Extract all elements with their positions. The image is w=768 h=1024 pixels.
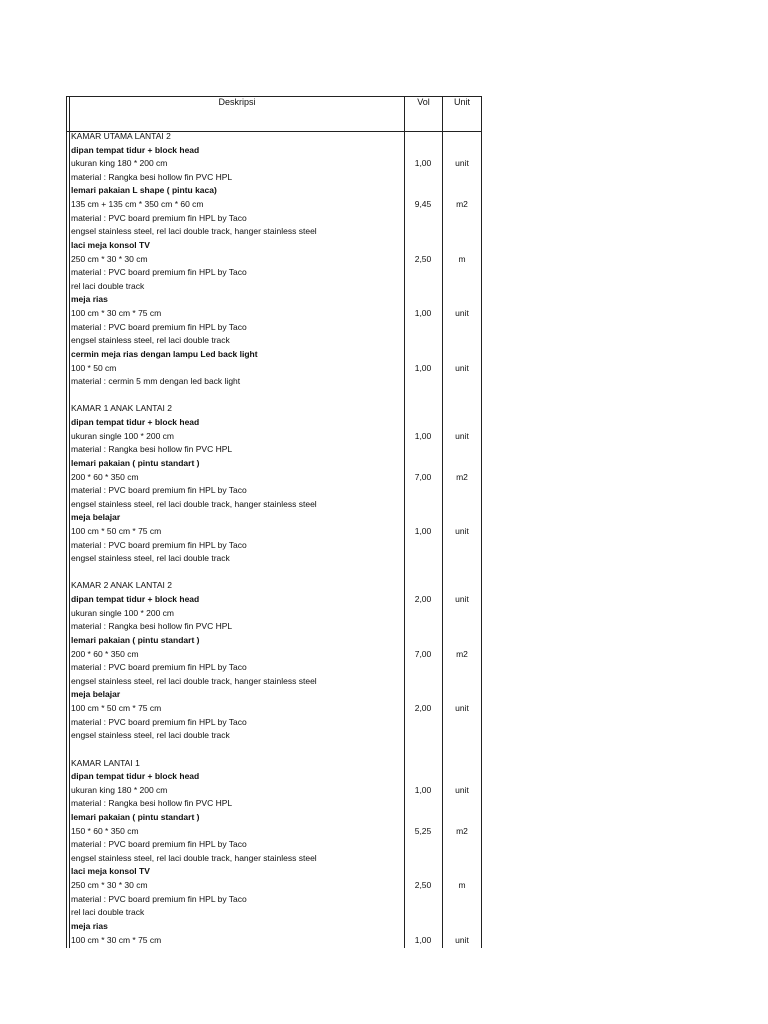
cell-description: material : PVC board premium fin HPL by Taco [71, 839, 247, 849]
table-row [0, 770, 768, 783]
table-row [0, 811, 768, 824]
table-row [0, 457, 768, 470]
cell-vol: 2,50 [414, 880, 432, 890]
cell-description: dipan tempat tidur + block head [71, 145, 200, 155]
table-row [0, 852, 768, 865]
cell-description: ukuran single 100 * 200 cm [71, 608, 175, 618]
cell-description: meja rias [71, 921, 108, 931]
cell-vol: 2,00 [414, 703, 432, 713]
table-row [0, 321, 768, 334]
cell-description: meja belajar [71, 689, 121, 699]
table-row [0, 729, 768, 742]
cell-description: engsel stainless steel, rel laci double track, hanger stainless steel [71, 676, 317, 686]
table-row [0, 471, 768, 484]
table-row [0, 675, 768, 688]
cell-description: material : Rangka besi hollow fin PVC HPL [71, 621, 233, 631]
header-deskripsi: Deskripsi [218, 97, 256, 107]
table-row [0, 934, 768, 947]
table-row [0, 184, 768, 197]
cell-description: 135 cm + 135 cm * 350 cm * 60 cm [71, 199, 204, 209]
table-row [0, 579, 768, 592]
cell-vol: 1,00 [414, 785, 432, 795]
table-row [0, 825, 768, 838]
table-row [0, 348, 768, 361]
cell-description: 100 cm * 30 cm * 75 cm [71, 308, 162, 318]
cell-description: ukuran king 180 * 200 cm [71, 158, 168, 168]
cell-unit: m2 [456, 199, 468, 209]
cell-description: KAMAR UTAMA LANTAI 2 [71, 131, 171, 141]
cell-vol: 9,45 [414, 199, 432, 209]
cell-description: engsel stainless steel, rel laci double track [71, 553, 230, 563]
cell-unit: unit [455, 308, 469, 318]
cell-vol: 2,00 [414, 594, 432, 604]
table-row [0, 648, 768, 661]
table-row [0, 198, 768, 211]
cell-unit: unit [455, 363, 469, 373]
cell-description: engsel stainless steel, rel laci double track, hanger stainless steel [71, 853, 317, 863]
table-row [0, 430, 768, 443]
cell-unit: unit [455, 431, 469, 441]
cell-vol: 5,25 [414, 826, 432, 836]
table-row [0, 389, 768, 402]
cell-description: 100 * 50 cm [71, 363, 117, 373]
cell-unit: unit [455, 703, 469, 713]
table-row [0, 566, 768, 579]
cell-vol: 1,00 [414, 308, 432, 318]
table-row [0, 539, 768, 552]
cell-description: 200 * 60 * 350 cm [71, 472, 139, 482]
cell-unit: unit [455, 785, 469, 795]
cell-unit: unit [455, 594, 469, 604]
cell-description: laci meja konsol TV [71, 866, 150, 876]
table-row [0, 893, 768, 906]
cell-description: material : PVC board premium fin HPL by Taco [71, 717, 247, 727]
cell-vol: 1,00 [414, 431, 432, 441]
table-row [0, 498, 768, 511]
cell-description: material : cermin 5 mm dengan led back light [71, 376, 241, 386]
cell-description: engsel stainless steel, rel laci double track, hanger stainless steel [71, 226, 317, 236]
cell-description: 250 cm * 30 * 30 cm [71, 254, 148, 264]
table-row [0, 607, 768, 620]
table-row [0, 239, 768, 252]
table-row [0, 865, 768, 878]
cell-description: material : PVC board premium fin HPL by Taco [71, 894, 247, 904]
table-row [0, 743, 768, 756]
table-row [0, 375, 768, 388]
cell-vol: 1,00 [414, 526, 432, 536]
cell-description: ukuran king 180 * 200 cm [71, 785, 168, 795]
cell-description: material : PVC board premium fin HPL by Taco [71, 213, 247, 223]
table-row [0, 838, 768, 851]
cell-description: meja rias [71, 294, 108, 304]
cell-unit: m2 [456, 472, 468, 482]
cell-description: lemari pakaian ( pintu standart ) [71, 812, 200, 822]
table-row [0, 552, 768, 565]
cell-unit: m [458, 254, 466, 264]
cell-unit: unit [455, 526, 469, 536]
cell-description: material : PVC board premium fin HPL by Taco [71, 322, 247, 332]
cell-description: 100 cm * 30 cm * 75 cm [71, 935, 162, 945]
cell-description: KAMAR 1 ANAK LANTAI 2 [71, 403, 172, 413]
cell-unit: m2 [456, 649, 468, 659]
table-row [0, 661, 768, 674]
cell-description: rel laci double track [71, 281, 145, 291]
table-row [0, 443, 768, 456]
table-row [0, 416, 768, 429]
cell-description: lemari pakaian L shape ( pintu kaca) [71, 185, 217, 195]
cell-description: dipan tempat tidur + block head [71, 771, 200, 781]
cell-description: 100 cm * 50 cm * 75 cm [71, 526, 162, 536]
cell-unit: unit [455, 158, 469, 168]
cell-description: cermin meja rias dengan lampu Led back light [71, 349, 258, 359]
cell-description: laci meja konsol TV [71, 240, 150, 250]
cell-description: ukuran single 100 * 200 cm [71, 431, 175, 441]
table-row [0, 225, 768, 238]
cell-description: dipan tempat tidur + block head [71, 417, 200, 427]
table-row [0, 688, 768, 701]
cell-description: 100 cm * 50 cm * 75 cm [71, 703, 162, 713]
table-row [0, 253, 768, 266]
table-row [0, 906, 768, 919]
cell-description: 200 * 60 * 350 cm [71, 649, 139, 659]
table-row [0, 716, 768, 729]
cell-description: KAMAR 2 ANAK LANTAI 2 [71, 580, 172, 590]
table-row [0, 484, 768, 497]
table-row [0, 144, 768, 157]
cell-description: engsel stainless steel, rel laci double track [71, 730, 230, 740]
cell-description: material : Rangka besi hollow fin PVC HPL [71, 172, 233, 182]
table-row [0, 525, 768, 538]
cell-unit: m2 [456, 826, 468, 836]
table-row [0, 920, 768, 933]
cell-vol: 1,00 [414, 158, 432, 168]
cell-vol: 1,00 [414, 363, 432, 373]
cell-description: material : PVC board premium fin HPL by Taco [71, 267, 247, 277]
cell-vol: 7,00 [414, 472, 432, 482]
header-vol: Vol [417, 97, 430, 107]
table-row [0, 757, 768, 770]
cell-description: material : PVC board premium fin HPL by Taco [71, 662, 247, 672]
table-row [0, 266, 768, 279]
cell-description: material : Rangka besi hollow fin PVC HPL [71, 798, 233, 808]
table-row [0, 593, 768, 606]
cell-unit: m [458, 880, 466, 890]
table-row [0, 362, 768, 375]
table-row [0, 130, 768, 143]
cell-description: lemari pakaian ( pintu standart ) [71, 635, 200, 645]
header-unit: Unit [453, 97, 470, 107]
cell-description: KAMAR LANTAI 1 [71, 758, 140, 768]
table-row [0, 879, 768, 892]
cell-description: rel laci double track [71, 907, 145, 917]
cell-description: material : PVC board premium fin HPL by Taco [71, 540, 247, 550]
table-row [0, 402, 768, 415]
cell-description: material : PVC board premium fin HPL by Taco [71, 485, 247, 495]
cell-unit: unit [455, 935, 469, 945]
cell-description: 150 * 60 * 350 cm [71, 826, 139, 836]
table-row [0, 634, 768, 647]
table-row [0, 171, 768, 184]
table-row [0, 293, 768, 306]
table-row [0, 157, 768, 170]
table-row [0, 797, 768, 810]
cell-description: engsel stainless steel, rel laci double track, hanger stainless steel [71, 499, 317, 509]
table-row [0, 511, 768, 524]
table-row [0, 280, 768, 293]
cell-description: meja belajar [71, 512, 121, 522]
cell-vol: 2,50 [414, 254, 432, 264]
cell-description: lemari pakaian ( pintu standart ) [71, 458, 200, 468]
table-row [0, 307, 768, 320]
cell-description: engsel stainless steel, rel laci double track [71, 335, 230, 345]
table-row [0, 702, 768, 715]
table-row [0, 334, 768, 347]
table-row [0, 212, 768, 225]
cell-vol: 7,00 [414, 649, 432, 659]
cell-description: material : Rangka besi hollow fin PVC HPL [71, 444, 233, 454]
cell-description: 250 cm * 30 * 30 cm [71, 880, 148, 890]
cell-description: dipan tempat tidur + block head [71, 594, 200, 604]
table-row [0, 784, 768, 797]
table-row [0, 620, 768, 633]
cell-vol: 1,00 [414, 935, 432, 945]
